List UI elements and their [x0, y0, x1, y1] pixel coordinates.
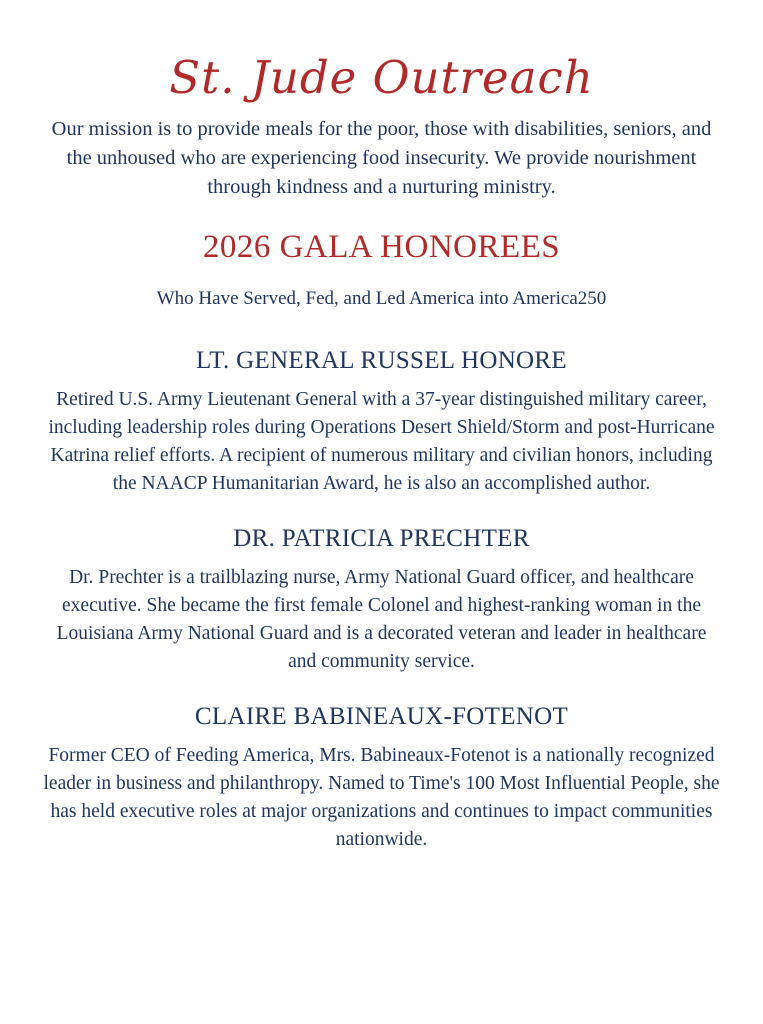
- honoree-name: LT. GENERAL RUSSEL HONORE: [196, 346, 567, 374]
- gala-honorees-heading: 2026 GALA HONOREES: [202, 228, 561, 265]
- honoree-bio: Retired U.S. Army Lieutenant General with a 37-year distinguished military career, including leadership roles during Operations Desert Shield/Storm and post-Hurricane Katrina relief efforts. A recipient of numerous military and civilian honors, including the NAACP Humanitarian Award, he is also an accomplished author.: [48, 388, 715, 494]
- honoree-name: CLAIRE BABINEAUX-FOTENOT: [194, 703, 569, 731]
- honoree-entry: [34, 346, 729, 498]
- honoree-name: DR. PATRICIA PRECHTER: [233, 524, 530, 552]
- mission-statement: Our mission is to provide meals for the poor, those with disabilities, seniors, and the unhoused who are experiencing food insecurity. We provide nourishment through kindness and a nurturing ministry.: [51, 118, 712, 199]
- honoree-bio: Dr. Prechter is a trailblazing nurse, Army National Guard officer, and healthcare executive. She became the first female Colonel and highest-ranking woman in the Louisiana Army National Guard and is a decorated veteran and leader in healthcare and community service.: [56, 566, 707, 673]
- organization-title: St. Jude Outreach: [169, 51, 594, 104]
- honoree-bio: Former CEO of Feeding America, Mrs. Babineaux-Fotenot is a nationally recognized leader in business and philanthropy. Named to Time's 100 Most Influential People, she has held executive roles at major organizations and continues to impact communities nationwide.: [43, 745, 720, 851]
- honoree-entry: [34, 524, 729, 676]
- gala-honorees-subheading: Who Have Served, Fed, and Led America into America250: [156, 287, 607, 309]
- honoree-entry: [34, 702, 729, 854]
